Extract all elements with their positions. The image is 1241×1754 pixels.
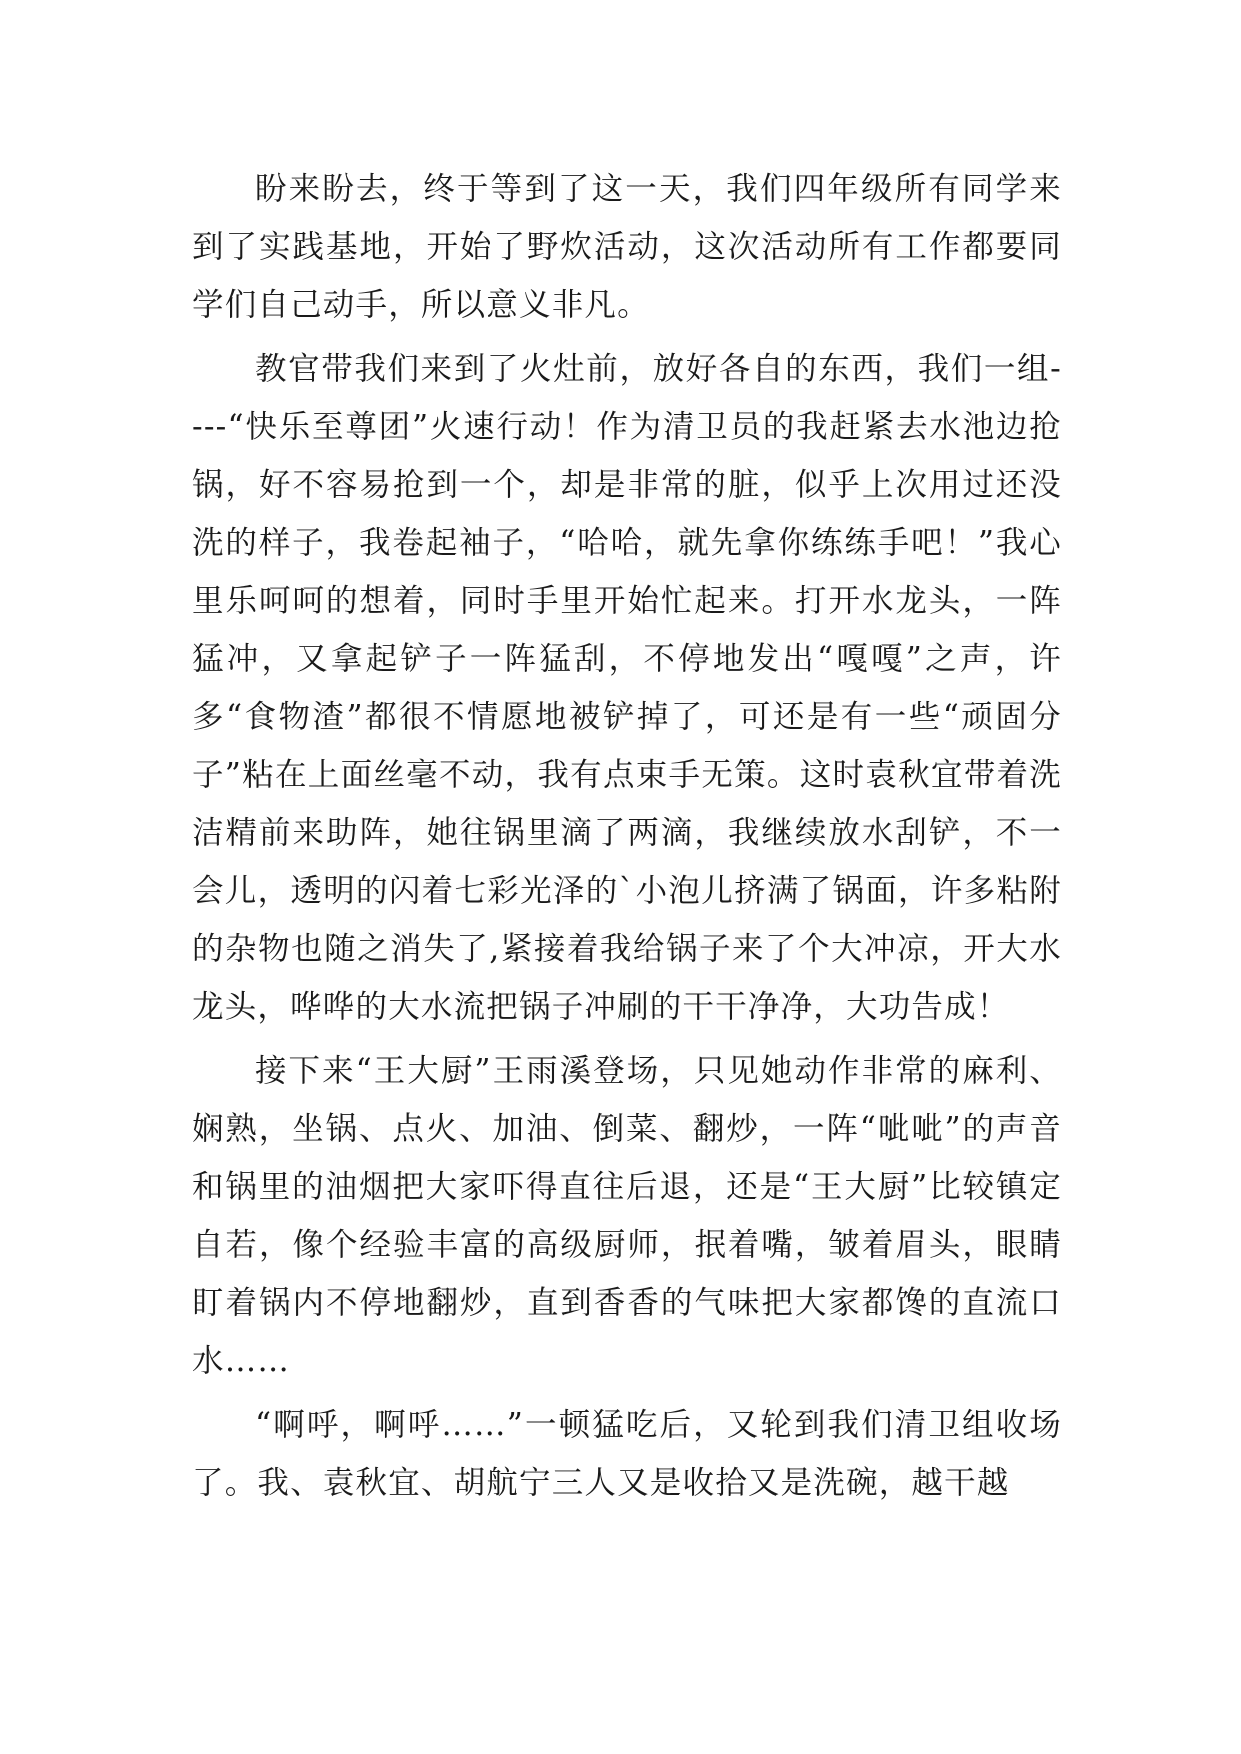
paragraph-4: “啊呼，啊呼……”一顿猛吃后，又轮到我们清卫组收场了。我、袁秋宜、胡航宁三人又是收拾又是洗碗，越干越 <box>192 1407 1062 1501</box>
paragraph-1: 盼来盼去，终于等到了这一天，我们四年级所有同学来到了实践基地，开始了野炊活动，这次活动所有工作都要同学们自己动手，所以意义非凡。 <box>192 171 1062 323</box>
paragraph-2: 教官带我们来到了火灶前，放好各自的东西，我们一组----“快乐至尊团”火速行动！作为清卫员的我赶紧去水池边抢锅，好不容易抢到一个，却是非常的脏，似乎上次用过还没洗的样子，我卷起袖子，“哈哈，就先拿你练练手吧！”我心里乐呵呵的想着，同时手里开始忙起来。打开水龙头，一阵猛冲，又拿起铲子一阵猛刮，不停地发出“嘎嘎”之声，许多“食物渣”都很不情愿地被铲掉了，可还是有一些“顽固分子”粘在上面丝毫不动，我有点束手无策。这时袁秋宜带着洗洁精前来助阵，她往锅里滴了两滴，我继续放水刮铲，不一会儿，透明的闪着七彩光泽的`小泡儿挤满了锅面，许多粘附的杂物也随之消失了,紧接着我给锅子来了个大冲凉，开大水龙头，哗哗的大水流把锅子冲刷的干干净净，大功告成！ <box>192 351 1062 1025</box>
paragraph-3: 接下来“王大厨”王雨溪登场，只见她动作非常的麻利、娴熟，坐锅、点火、加油、倒菜、翻炒，一阵“呲呲”的声音和锅里的油烟把大家吓得直往后退，还是“王大厨”比较镇定自若，像个经验丰富的高级厨师，抿着嘴，皱着眉头，眼睛盯着锅内不停地翻炒，直到香香的气味把大家都馋的直流口水…… <box>192 1053 1062 1379</box>
document-body <box>192 160 1062 1518</box>
